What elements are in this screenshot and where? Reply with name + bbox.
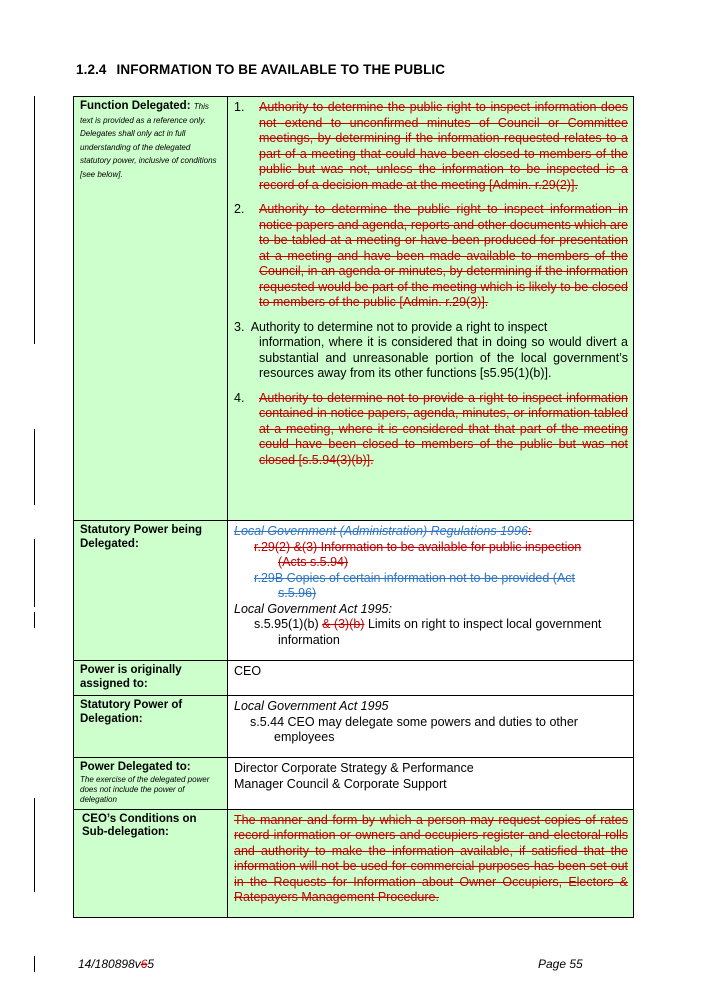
item-text: Authority to determine the public right to inspect information in notice papers and agenda, reports and other documents which are to be tabled at a meeting or have been produced for presentation at a meeting and have been made available to members of the Council, in an agenda or minutes, by determining if the information requested would be part of the meeting which is likely to be closed to members of the public [Admin. r.29(3)].: [259, 202, 628, 309]
act-title: Local Government Act 1995:: [234, 601, 392, 616]
delegate: Director Corporate Strategy & Performance: [234, 761, 474, 775]
conditions-label: CEO’s Conditions on Sub-delegation:: [82, 812, 197, 838]
page-number: Page 55: [538, 957, 583, 971]
statutory-power-value-cell: [228, 521, 634, 661]
function-item: [234, 320, 628, 382]
item-text: Authority to determine the public right to inspect information does not extend to unconfirmed minutes of Council or Committee meetings, by determining if the information requested relates to a part of a meeting that could have been closed to members of the public but was not, unless the information to be inspected is a record of a decision made at the meeting [Admin. r.29(2)].: [259, 100, 628, 192]
row-statutory-power: [74, 521, 634, 661]
row-original-power: [74, 661, 634, 696]
row-power-of-delegation: [74, 696, 634, 758]
item-text: Authority to determine not to provide a right to inspect information contained in notice papers, agenda, minutes, or information tabled at a meeting, where it is considered that that part of the meeting could have been closed to members of the public but was not closed [s.5.94(3)(b)].: [259, 390, 628, 467]
delegation-table: [73, 96, 634, 918]
delegate: Manager Council & Corporate Support: [234, 776, 447, 791]
function-delegated-note: This text is provided as a reference only. Delegates shall only act in full understanding of the delegated statutory power, inclusive of conditions [see below].: [80, 102, 217, 179]
function-item: [234, 202, 628, 311]
regulation-line: r.29B Copies of certain information not to be provided (Act: [254, 570, 576, 585]
act-section: s.5.95(1)(b) & (3)(b) Limits on right to inspect local government: [254, 617, 602, 631]
delegation-section: s.5.44 CEO may delegate some powers and duties to other: [250, 714, 578, 729]
delegated-to-label: Power Delegated to:: [80, 761, 191, 773]
row-function-delegated: [74, 97, 634, 521]
change-bar: [34, 539, 35, 607]
change-bar: [34, 612, 35, 628]
function-delegated-value-cell: [228, 97, 634, 521]
power-of-delegation-label: Statutory Power of Delegation:: [80, 699, 183, 725]
section-heading: [76, 62, 445, 77]
regulation-line: s.5.96): [278, 586, 317, 600]
delegated-to-label-cell: [74, 758, 228, 810]
item-number: 1.: [234, 100, 245, 114]
section-title: INFORMATION TO BE AVAILABLE TO THE PUBLIC: [116, 62, 446, 77]
conditions-value-cell: [228, 809, 634, 917]
item-text: information, where it is considered that in doing so would divert a substantial and unreasonable portion of the local government’s resources away from its other functions [s5.95(1)(b)].: [259, 335, 628, 380]
change-bar: [34, 956, 35, 972]
change-bar: [34, 798, 35, 892]
original-power-label-cell: [74, 661, 228, 696]
power-of-delegation-label-cell: [74, 696, 228, 758]
item-number: 4.: [234, 390, 245, 405]
document-reference: 14/180898v65: [78, 957, 155, 971]
row-conditions: [74, 809, 634, 917]
function-delegated-label: Function Delegated:: [80, 100, 191, 112]
change-bar: [34, 96, 35, 344]
delegated-to-note: The exercise of the delegated power does not include the power of delegation: [80, 774, 210, 804]
original-power-label: Power is originally assigned to:: [80, 664, 182, 690]
section-number: 1.2.4: [76, 62, 107, 77]
item-number: 3.: [234, 319, 245, 334]
change-bar: [34, 429, 35, 505]
conditions-text: The manner and form by which a person may request copies of rates record information or owners and occupiers register and electoral rolls and authority to make the information available, if satisfied that the information will not be used for commercial purposes has been set out in the Requests for Information about Owner Occupiers, Electors & Ratepayers Management Procedure.: [234, 812, 628, 904]
regulation-line: (Acts s.5.94): [278, 555, 349, 569]
delegated-to-value-cell: [228, 758, 634, 810]
row-delegated-to: [74, 758, 634, 810]
regulations-title: Local Government (Administration) Regulations 1996:: [234, 524, 532, 538]
delegation-act: Local Government Act 1995: [234, 699, 389, 713]
function-item: [234, 100, 628, 193]
delegation-section-continued: employees: [274, 730, 335, 744]
conditions-label-cell: [74, 809, 228, 917]
act-section-continued: information: [278, 632, 340, 647]
regulation-line: r.29(2) &(3) Information to be available for public inspection: [254, 539, 582, 554]
statutory-power-label-cell: [74, 521, 228, 661]
item-number: 2.: [234, 202, 245, 216]
item-text-first: Authority to determine not to provide a right to inspect: [250, 319, 548, 334]
original-power-value: CEO: [228, 661, 634, 696]
statutory-power-label: Statutory Power being Delegated:: [80, 524, 203, 550]
power-of-delegation-value-cell: [228, 696, 634, 758]
function-delegated-label-cell: [74, 97, 228, 521]
function-item: [234, 391, 628, 469]
